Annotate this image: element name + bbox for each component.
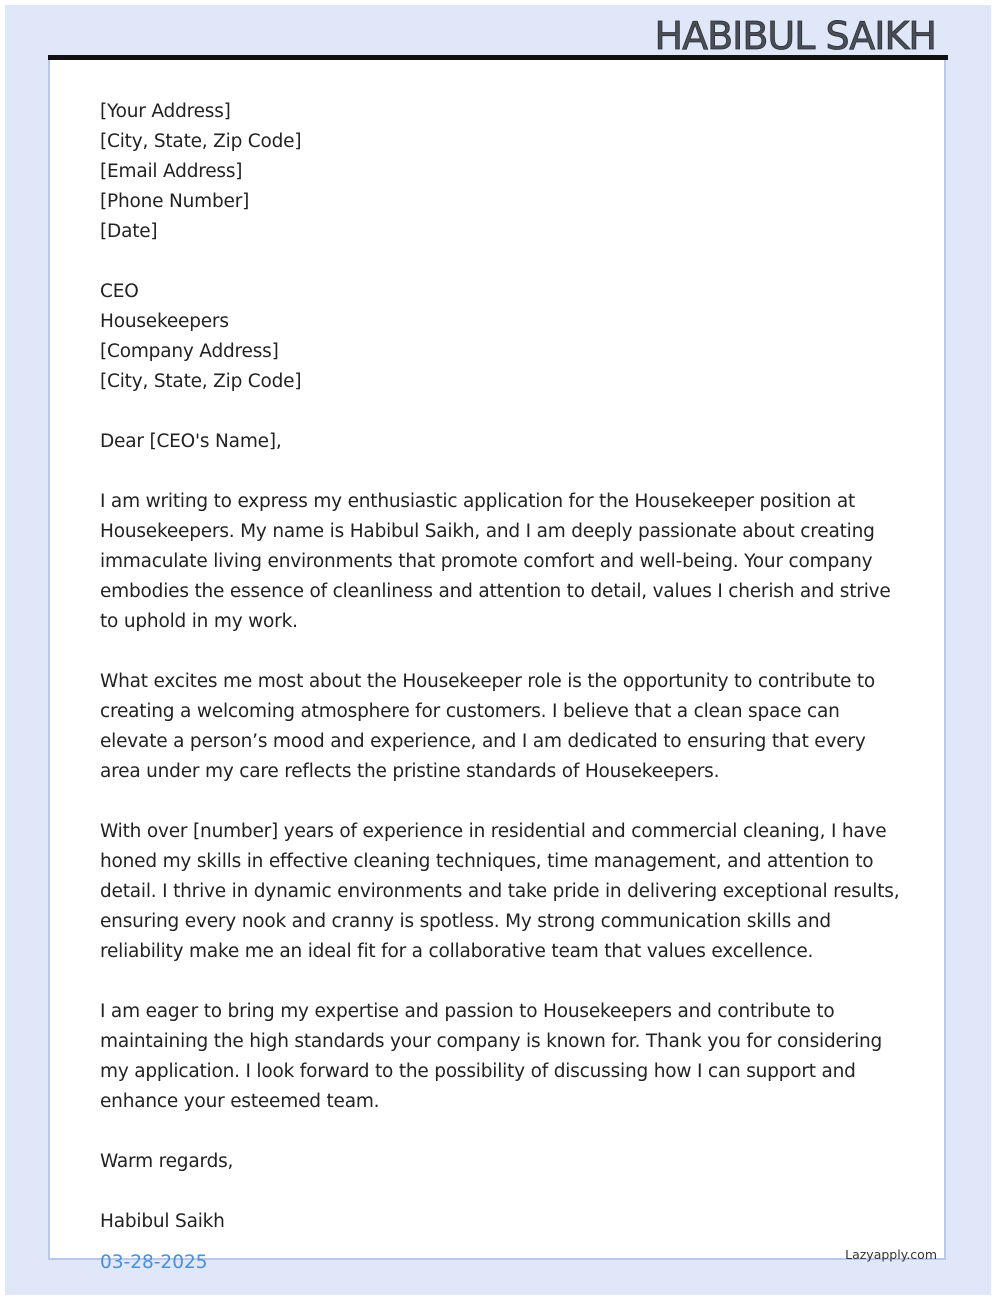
letter-header-name: HABIBUL SAIKH [654, 14, 936, 58]
body-paragraph-intro: I am writing to express my enthusiastic application for the Housekeeper position at Housekeepers. My name is Habibul Saikh, and I am deeply passionate about creating immaculate living environments that promote comfort and well-being. Your company embodies the essence of cleanliness and attention to detail, values I cherish and strive to uphold in my work. [100, 491, 891, 632]
body-paragraph-motivation: What excites me most about the Housekeeper role is the opportunity to contribute to creating a welcoming atmosphere for customers. I believe that a clean space can elevate a person’s mood and experience, and I am dedicated to ensuring that every area under my care reflects the pristine standards of Housekeepers. [100, 671, 876, 782]
recipient-city-state-zip: [City, State, Zip Code] [100, 371, 302, 392]
salutation: Dear [CEO's Name], [100, 431, 282, 452]
sender-phone: [Phone Number] [100, 191, 250, 212]
watermark-text: Lazyapply.com [845, 1247, 937, 1262]
closing: Warm regards, [100, 1151, 234, 1172]
signature-name: Habibul Saikh [100, 1211, 225, 1232]
recipient-company: Housekeepers [100, 311, 229, 332]
sender-address: [Your Address] [100, 101, 231, 122]
body-paragraph-experience: With over [number] years of experience in residential and commercial cleaning, I have honed my skills in effective cleaning techniques, time management, and attention to detail. I thrive in dynamic environments and take pride in delivering exceptional results, ensuring every nook and cranny is spotless. My strong communication skills and reliability make me an ideal fit for a collaborative team that values excellence. [100, 821, 900, 962]
recipient-title: CEO [100, 281, 139, 302]
sender-city-state-zip: [City, State, Zip Code] [100, 131, 302, 152]
recipient-company-address: [Company Address] [100, 341, 279, 362]
sender-address-block [100, 97, 900, 247]
sender-date: [Date] [100, 221, 158, 242]
body-paragraph-closing: I am eager to bring my expertise and passion to Housekeepers and contribute to maintaining the high standards your company is known for. Thank you for considering my application. I look forward to the possibility of discussing how I can support and enhance your esteemed team. [100, 1001, 883, 1112]
sender-email: [Email Address] [100, 161, 243, 182]
recipient-address-block [100, 277, 900, 397]
document-date: 03-28-2025 [100, 1252, 208, 1273]
cover-letter [100, 97, 900, 1237]
